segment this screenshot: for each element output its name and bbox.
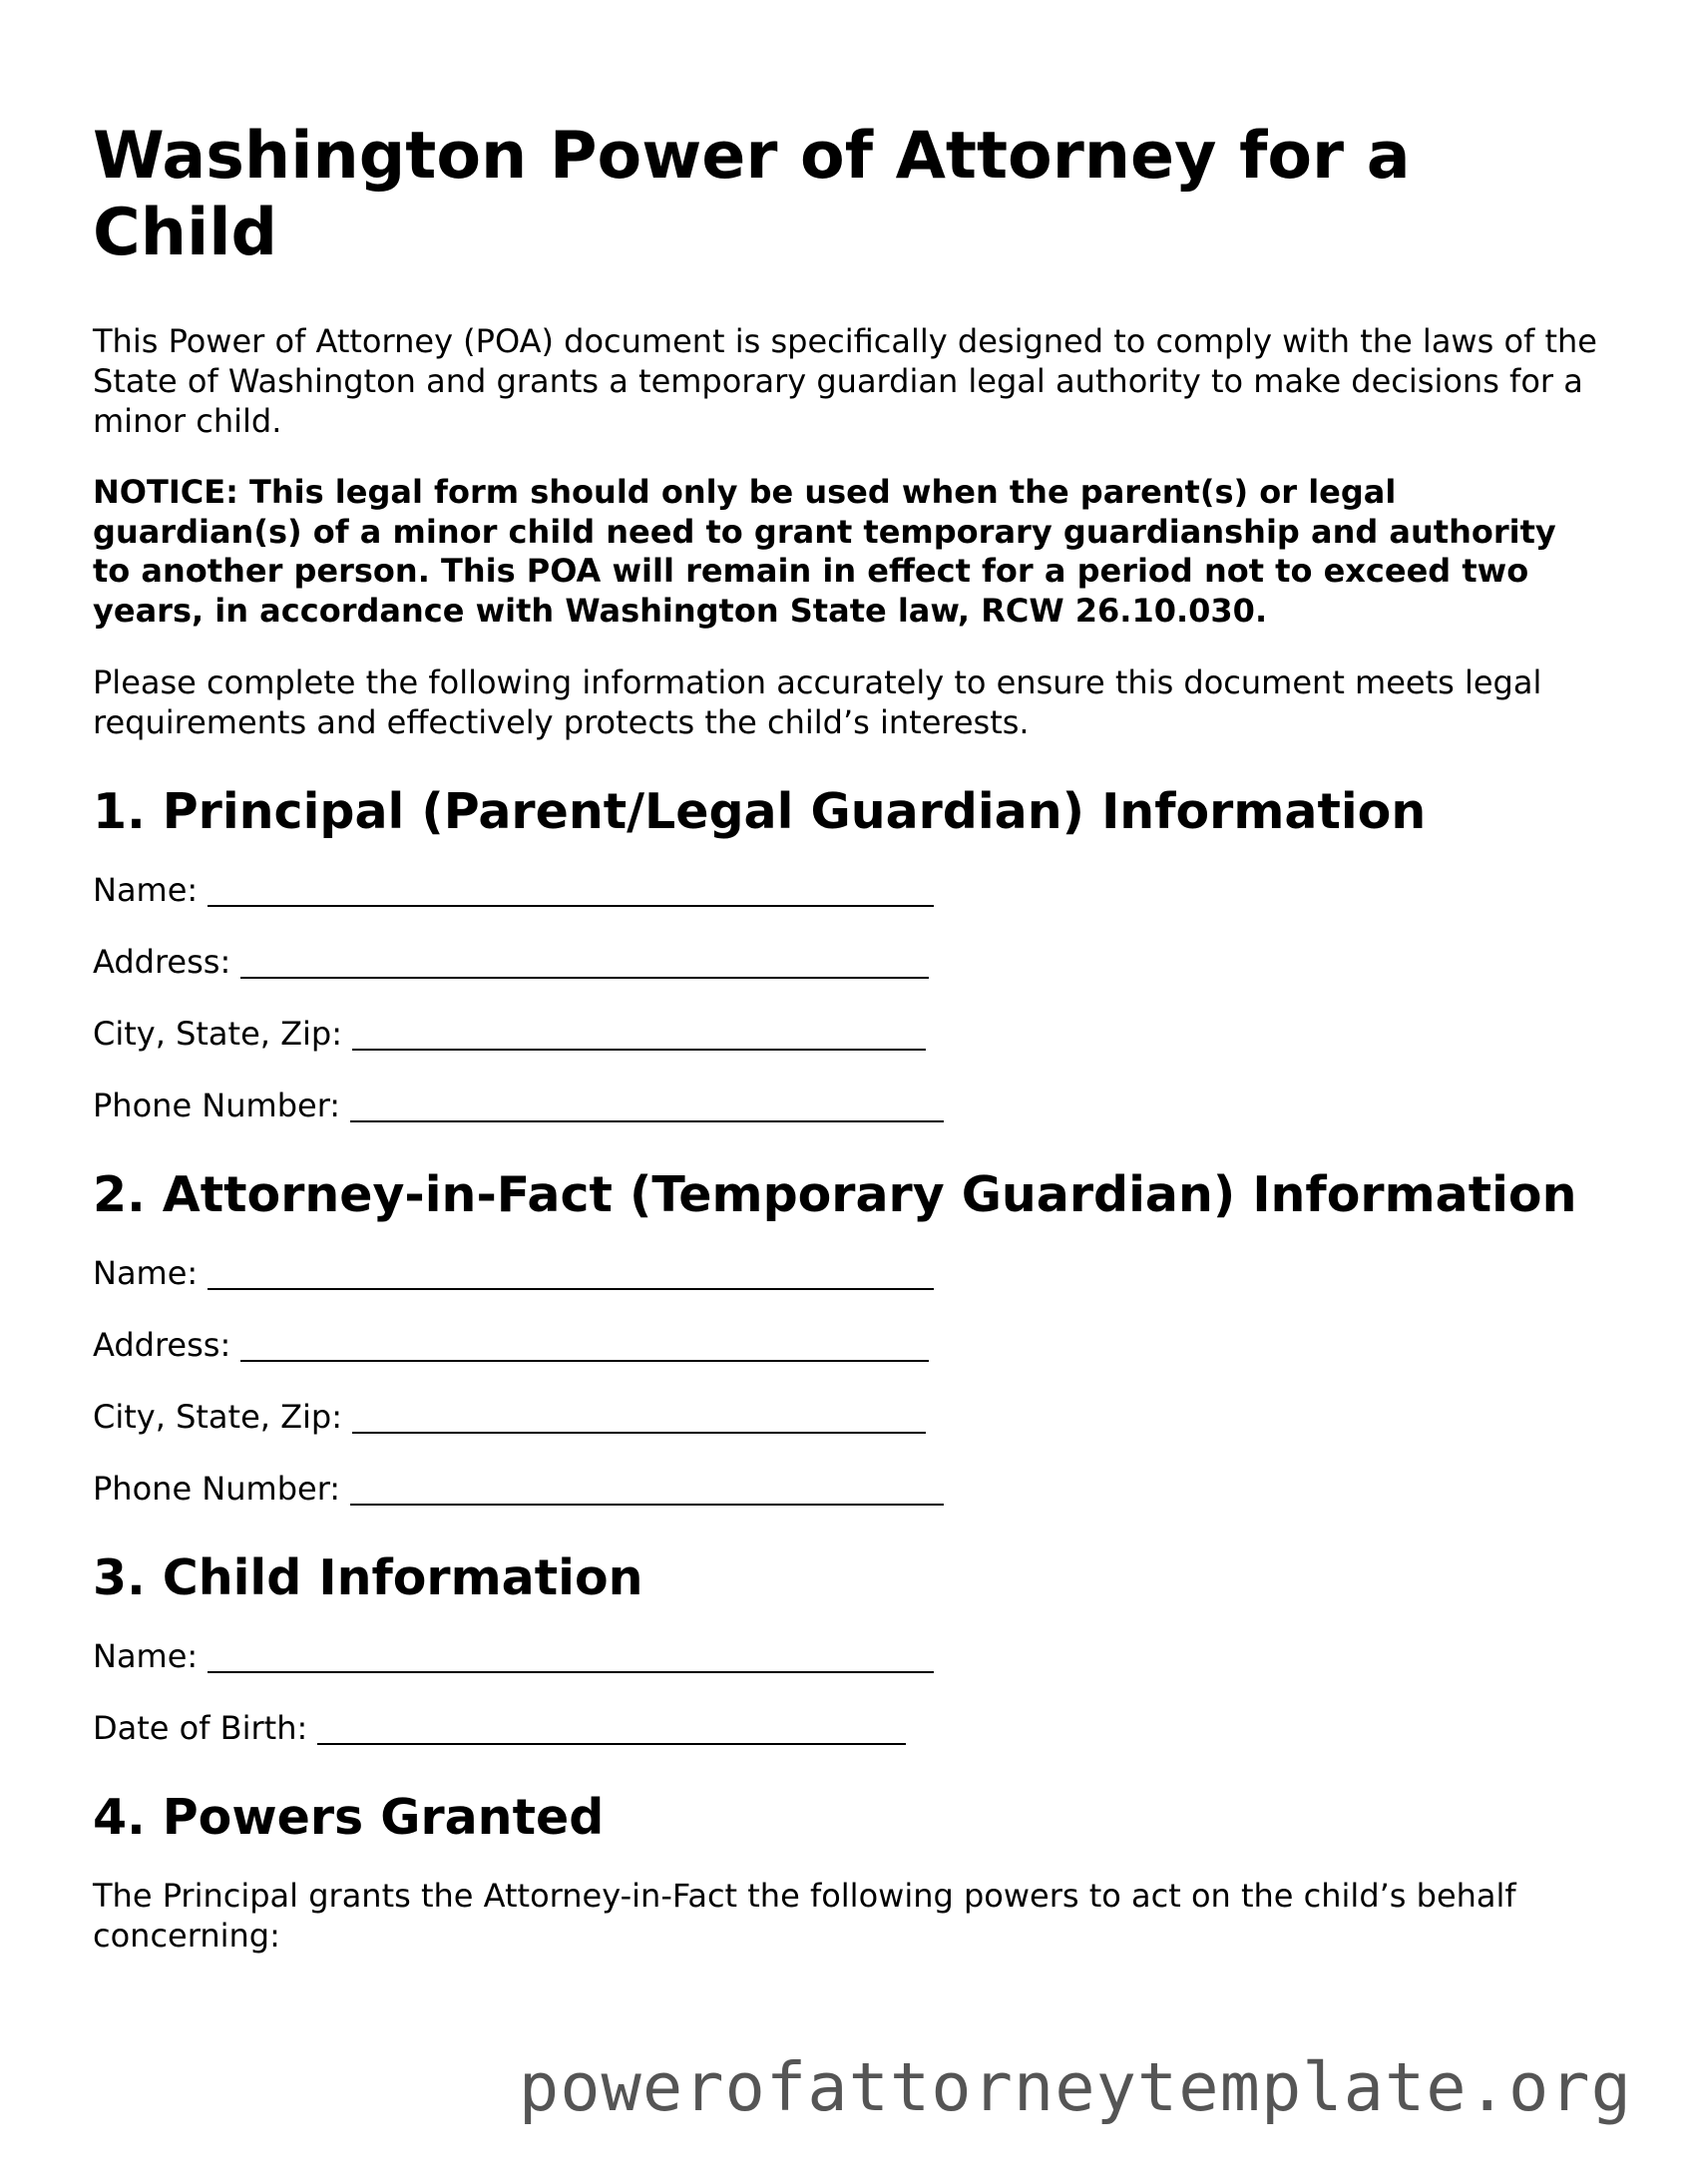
attorney-phone-line[interactable]	[350, 1474, 944, 1506]
child-dob-field[interactable]	[93, 1708, 1599, 1748]
child-name-field[interactable]	[93, 1636, 1599, 1676]
child-dob-line[interactable]	[317, 1713, 906, 1745]
intro-paragraph: This Power of Attorney (POA) document is specifically designed to comply with the laws of the State of Washington and grants a temporary guardian legal authority to make decisions for a minor child.	[93, 322, 1597, 440]
principal-name-field[interactable]	[93, 870, 1599, 910]
child-name-label: Name:	[93, 1637, 199, 1675]
principal-city-line[interactable]	[352, 1019, 926, 1051]
principal-address-field[interactable]	[93, 942, 1599, 982]
principal-address-line[interactable]	[240, 947, 929, 979]
attorney-address-label: Address:	[93, 1326, 231, 1364]
attorney-city-label: City, State, Zip:	[93, 1398, 343, 1436]
section-principal-heading: 1. Principal (Parent/Legal Guardian) Information	[93, 783, 1427, 840]
principal-address-label: Address:	[93, 943, 231, 981]
principal-name-line[interactable]	[208, 875, 934, 907]
document-page	[93, 118, 1599, 1987]
principal-name-label: Name:	[93, 871, 199, 909]
powers-paragraph: The Principal grants the Attorney-in-Fact the following powers to act on the child’s behalf concerning:	[93, 1877, 1516, 1955]
principal-phone-line[interactable]	[350, 1091, 944, 1122]
attorney-name-line[interactable]	[208, 1258, 934, 1290]
attorney-name-label: Name:	[93, 1254, 199, 1292]
section-powers-heading: 4. Powers Granted	[93, 1789, 605, 1846]
section-attorney-heading: 2. Attorney-in-Fact (Temporary Guardian) Information	[93, 1166, 1577, 1223]
section-child-heading: 3. Child Information	[93, 1549, 643, 1606]
attorney-phone-label: Phone Number:	[93, 1470, 341, 1508]
instructions-paragraph: Please complete the following information accurately to ensure this document meets legal requirements and effectively protects the child’s interests.	[93, 663, 1542, 741]
attorney-address-field[interactable]	[93, 1325, 1599, 1365]
notice-paragraph: NOTICE: This legal form should only be used when the parent(s) or legal guardian(s) of a minor child need to grant temporary guardianship and authority to another person. This POA will remain in effect for a period not to exceed two years, in accordance with Washington State law, RCW 26.10.030.	[93, 473, 1556, 630]
document-title: Washington Power of Attorney for a Child	[93, 119, 1411, 270]
principal-phone-field[interactable]	[93, 1086, 1599, 1125]
principal-city-field[interactable]	[93, 1014, 1599, 1054]
attorney-city-field[interactable]	[93, 1397, 1599, 1437]
attorney-phone-field[interactable]	[93, 1469, 1599, 1509]
attorney-address-line[interactable]	[240, 1330, 929, 1362]
child-dob-label: Date of Birth:	[93, 1709, 308, 1747]
attorney-city-line[interactable]	[352, 1402, 926, 1434]
attorney-name-field[interactable]	[93, 1253, 1599, 1293]
principal-city-label: City, State, Zip:	[93, 1015, 343, 1053]
principal-phone-label: Phone Number:	[93, 1087, 341, 1124]
site-watermark: powerofattorneytemplate.org	[518, 2048, 1632, 2126]
child-name-line[interactable]	[208, 1641, 934, 1673]
